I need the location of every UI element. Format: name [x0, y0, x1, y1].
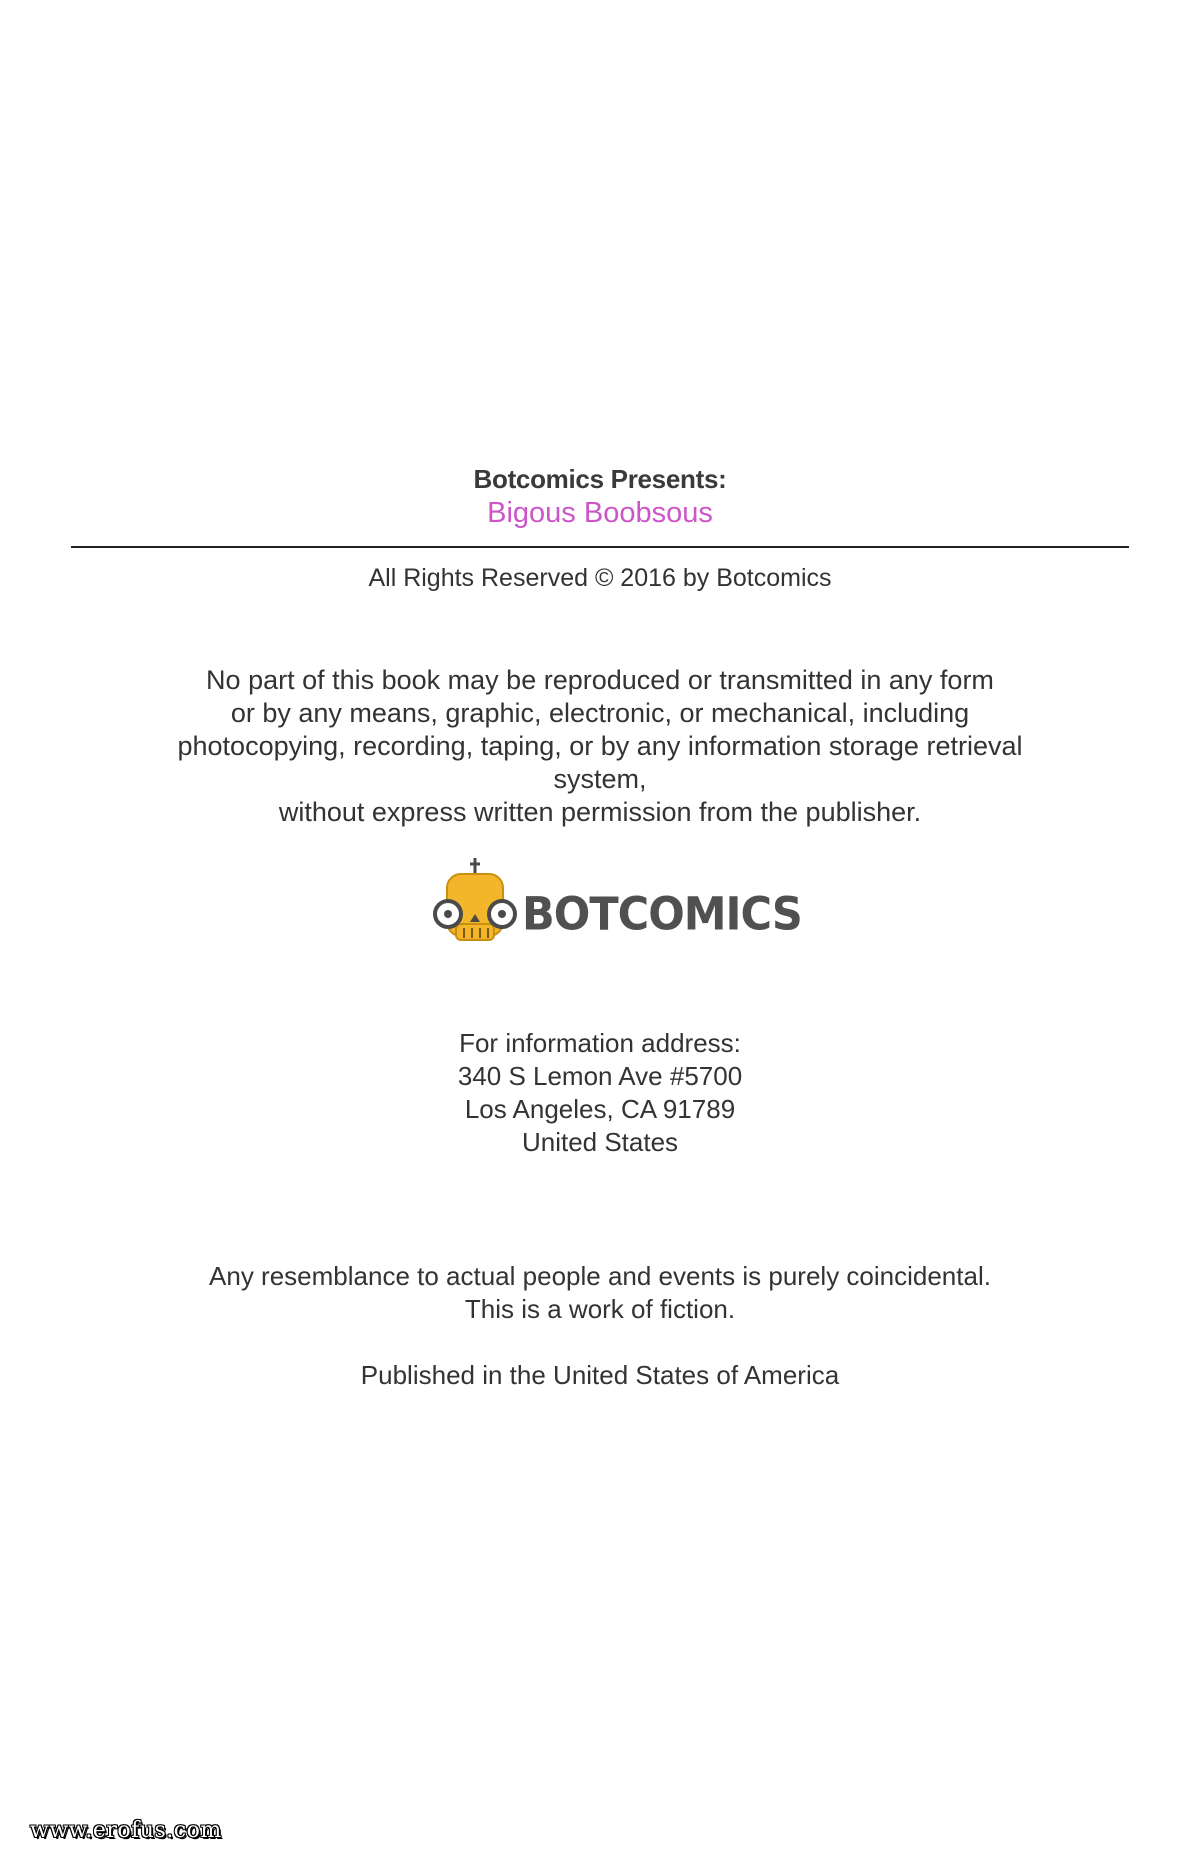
notice-line: without express written permission from the publisher. [278, 797, 922, 827]
disclaimer-line: Any resemblance to actual people and events is purely coincidental. [209, 1261, 991, 1291]
book-title: Bigous Boobsous [487, 497, 713, 529]
watermark: www.erofus.com [30, 1818, 222, 1843]
logo-wordmark: BOTCOMICS [522, 888, 802, 942]
rights-notice [0, 664, 1200, 829]
address-line: For information address: [459, 1028, 741, 1058]
address-line: 340 S Lemon Ave #5700 [457, 1061, 743, 1091]
robot-head-icon [430, 856, 520, 956]
divider [71, 546, 1129, 548]
fiction-disclaimer [0, 1260, 1200, 1326]
contact-address [0, 1027, 1200, 1159]
presents-heading: Botcomics Presents: [473, 464, 727, 494]
notice-line: photocopying, recording, taping, or by any information storage retrieval [177, 731, 1023, 761]
notice-line: or by any means, graphic, electronic, or mechanical, including [230, 698, 970, 728]
published-line: Published in the United States of America [360, 1360, 840, 1390]
publisher-logo [430, 856, 802, 956]
notice-line: No part of this book may be reproduced or transmitted in any form [206, 665, 994, 695]
notice-line: system, [553, 764, 647, 794]
disclaimer-line: This is a work of fiction. [464, 1294, 736, 1324]
address-line: United States [521, 1127, 679, 1157]
copyright-line: All Rights Reserved © 2016 by Botcomics [368, 564, 832, 592]
address-line: Los Angeles, CA 91789 [464, 1094, 736, 1124]
